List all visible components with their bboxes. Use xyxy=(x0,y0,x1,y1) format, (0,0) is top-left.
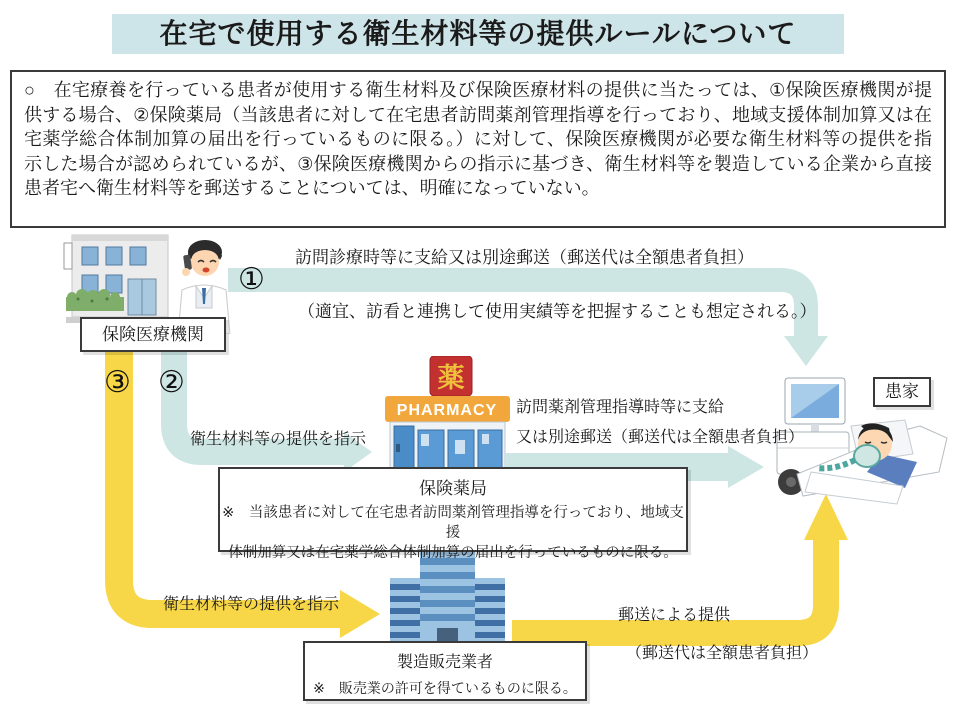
flow3-delivery-label-2: （郵送代は全額患者負担） xyxy=(626,645,819,662)
medical-institution-label: 保険医療機関 xyxy=(102,325,204,344)
pharmacy-box xyxy=(218,467,688,561)
oxygen-mask xyxy=(854,445,880,467)
manufacturer-note: ※ 販売業の許可を得ているものに限る。 xyxy=(313,680,577,696)
manufacturer-label: 製造販売業者 xyxy=(396,654,493,671)
pharmacy-banner-text: PHARMACY xyxy=(396,402,498,419)
flow3-delivery-label-1: 郵送による提供 xyxy=(618,607,731,624)
flow1-label: 訪問診療時等に支給又は別途郵送（郵送代は全額患者負担） xyxy=(295,248,754,267)
manufacturer-box xyxy=(303,641,587,701)
page-title: 在宅で使用する衛生材料等の提供ルールについて xyxy=(112,14,844,54)
flow3-number: ③ xyxy=(104,365,131,400)
medical-institution-box xyxy=(80,317,226,352)
flow2-delivery-label-2: 又は別途郵送（郵送代は全額患者負担） xyxy=(516,429,805,446)
patient-home-box xyxy=(873,377,931,407)
pharmacy-note: ※ 当該患者に対して在宅患者訪問薬剤管理指導を行っており、地域支援 体制加算又は在宅薬学総合体制加算の届出を行っているものに限る。 xyxy=(222,505,684,561)
flow1-sublabel: （適宜、訪看と連携して使用実績等を把握することも想定される。） xyxy=(298,302,817,321)
flow3-label: 衛生材料等の提供を指示 xyxy=(163,596,340,613)
flow1-number: ① xyxy=(238,262,265,297)
pharmacy-label: 保険薬局 xyxy=(419,479,487,498)
pharmacy-sign-kanji: 薬 xyxy=(437,363,465,393)
flow2-label: 衛生材料等の提供を指示 xyxy=(190,431,367,448)
flow2-number: ② xyxy=(158,365,185,400)
summary-text: ○ 在宅療養を行っている患者が使用する衛生材料及び保険医療材料の提供に当たっては、①保険医療機関が提供する場合、②保険薬局（当該患者に対して在宅患者訪問薬剤管理指導を行っており、地域支援体制加算又は在宅薬学総合体制加算の届出を行っているものに限る。）に対して、保険医療機関が必要な衛生材料等の提供を指示した場合が認められているが、③保険医療機関からの指示に基づき、衛生材料等を製造している企業から直接患者宅へ衛生材料等を郵送することについては、明確になっていない。 xyxy=(24,80,932,198)
flow2-delivery-label-1: 訪問薬剤管理指導時等に支給 xyxy=(516,399,725,416)
patient-home-label: 患家 xyxy=(885,382,919,401)
